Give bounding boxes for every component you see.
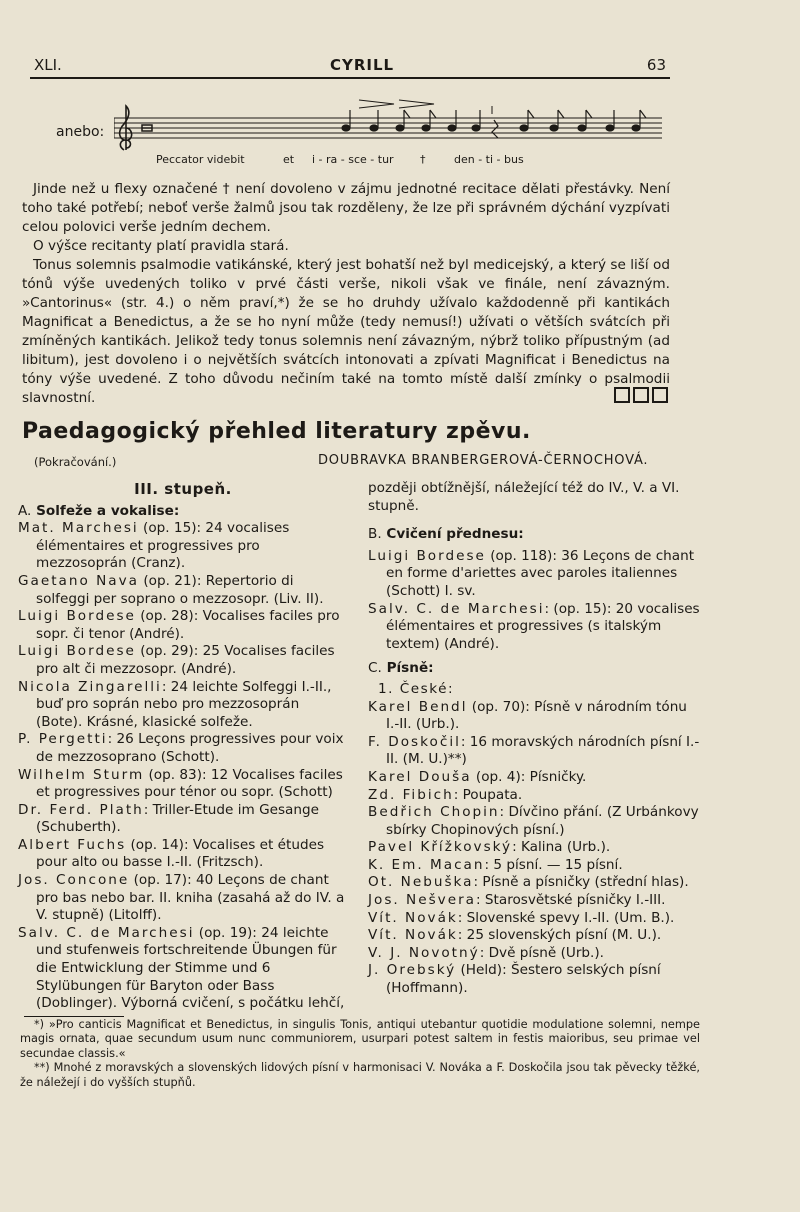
bibliography-entry [18,520,348,573]
composer-name: Jos. Concone [18,872,130,889]
bibliography-entry [368,839,700,857]
footnote-rule [24,1016,124,1017]
composer-name: Luigi Bordese [18,608,136,625]
bibliography-entry [368,910,700,928]
composer-name: Karel Douša [368,768,472,785]
work-details: : Starosvětské písničky I.-III. [476,892,666,909]
bibliography-entry [368,945,700,963]
right-column [368,480,700,998]
composer-name: Vít. Novák [368,909,458,926]
work-details: (op. 21): Repertorio di solfeggi per soprano o mezzosopr. (Liv. II). [36,572,324,607]
work-details: (op. 14): Vocalises et études pour alto ou basse I.-II. (Fritzsch). [36,836,325,871]
composer-name: Jos. Nešvera [368,892,476,909]
composer-name: Albert Fuchs [18,836,127,853]
entry-list [368,548,700,654]
work-details: (op. 17): 40 Leçons de chant pro bas nebo bar. II. kniha (zasahá až do IV. a V. stupně) (Litolff). [36,872,345,924]
lyric: den - ti - bus [454,153,524,166]
bibliography-entry [368,734,700,769]
work-details: : Triller-Etude im Gesange (Schuberth). [36,801,319,836]
work-details: : 16 moravských národních písní I.-II. (M. U.)**) [386,733,700,768]
paragraph: Jinde než u flexy označené † není dovoleno v zájmu jednotné recitace dělati přestávky. Není toho také potřebí; neboť verše žalmů jsou tak rozděleny, že lze při správném dýchání vyzpívati celou polovici verše jedním dechem. [22,181,670,235]
footnotes [20,1018,700,1090]
work-details: (op. 28): Vocalises faciles pro sopr. či tenor (André). [36,608,340,642]
bibliography-entry [368,892,700,910]
bibliography-entry [18,679,348,732]
composer-name: P. Pergetti [18,731,108,748]
composer-name: Vít. Novák [368,927,458,944]
continued-text: později obtížnější, náležející též do IV., V. a VI. stupně. [368,480,680,514]
journal-title: CYRILL [330,56,395,74]
bibliography-entry [18,767,348,802]
bibliography-entry [368,699,700,734]
bibliography-entry [368,601,700,654]
composer-name: Dr. Ferd. Plath [18,801,144,818]
work-details: : Písně a písničky (střední hlas). [473,874,689,891]
footnote: **) Mnohé z moravských a slovenských lidových písní v harmonisaci V. Nováka a F. Doskočila jsou tak pěvecky těžké, že náležejí i do vyšších stupňů. [20,1061,700,1089]
footnote: *) »Pro canticis Magnificat et Benedictus, in singulis Tonis, antiqui utebantur quotidie modulatione solemni, nempe magis ornata, quae secundum usum nunc communiorem, usurpari potest saltem in festis maioribus, seu primae vel secundae classis.« [20,1018,700,1060]
work-details: : 5 písní. — 15 písní. [484,856,623,873]
page-number: 63 [646,56,666,74]
composer-name: Wilhelm Sturm [18,766,145,783]
section-heading-a: A. Solfeže a vokalise: [18,502,180,519]
section-divider-ornament [614,387,671,403]
work-details: : 24 leichte Solfeggi I.-II., buď pro soprán nebo pro mezzosoprán (Bote). Krásné, klasické solfeže. [36,678,332,730]
subsection-heading: 1. České: [378,680,455,697]
lyric: et [283,153,295,166]
bibliography-entry [368,548,700,601]
bibliography-entry [18,872,348,925]
work-details: : (op. 15): 20 vocalises élémentaires et progressives (s italským textem) (André). [386,600,700,652]
grade-heading: III. stupeň. [134,480,232,498]
composer-name: Mat. Marchesi [18,520,139,537]
bibliography-entry [368,874,700,892]
composer-name: Zd. Fibich [368,786,454,803]
bibliography-entry [18,925,348,1013]
music-staff [114,98,674,158]
bibliography-entry [368,804,700,839]
bibliography-entry [368,962,700,997]
work-details: (op. 4): Písničky. [471,768,587,785]
bibliography-entry [18,643,348,678]
section-heading-c: C. Písně: [368,660,434,677]
bibliography-entry [18,837,348,872]
lyric: i - ra - sce - tur [312,153,394,166]
composer-name: Luigi Bordese [368,547,486,564]
entry-list [368,699,700,998]
header-rule [30,77,670,79]
intro-text [22,180,670,408]
composer-name: Nicola Zingarelli [18,678,162,695]
music-example [56,98,656,170]
bibliography-entry [368,769,700,787]
bibliography-entry [18,802,348,837]
work-details: : 25 slovenských písní (M. U.). [457,927,662,944]
work-details: : Slovenské spevy I.-II. (Um. B.). [457,909,675,926]
lyric: † [420,153,426,166]
chapter-number: XLI. [34,56,62,74]
work-details: (op. 118): 36 Leçons de chant en forme d'ariettes avec paroles italiennes (Schott) I. sv. [386,547,695,599]
composer-name: Gaetano Nava [18,572,140,589]
bibliography-entry [368,787,700,805]
music-label: anebo: [56,124,105,140]
composer-name: Karel Bendl [368,698,468,715]
paragraph: O výšce recitanty platí pravidla stará. [33,238,289,254]
composer-name: Pavel Křížkovský [368,839,513,856]
work-details: : Kalina (Urb.). [512,839,611,856]
work-details: (op. 15): 24 vocalises élémentaires et progressives pro mezzosoprán (Cranz). [36,520,290,572]
left-column [18,480,348,1013]
composer-name: F. Doskočil [368,733,461,750]
composer-name: J. Orebský [368,962,457,979]
entry-list [18,520,348,1013]
composer-name: Salv. C. de Marchesi [368,600,545,617]
composer-name: Ot. Nebuška [368,874,474,891]
article-author: DOUBRAVKA BRANBERGEROVÁ-ČERNOCHOVÁ. [318,453,649,468]
work-details: (op. 70): Písně v národním tónu I.-II. (Urb.). [386,698,687,733]
work-details: : 26 Leçons progressives pour voix de mezzosoprano (Schott). [36,731,344,765]
bibliography-entry [18,731,348,766]
work-details: : Dívčino přání. (Z Urbánkovy sbírky Chopinových písní.) [386,804,699,838]
composer-name: Luigi Bordese [18,643,136,660]
bibliography-entry [18,608,348,643]
paragraph: Tonus solemnis psalmodie vatikánské, který jest bohatší než byl medicejský, a který se liší od tónů výše uvedených toliko v prvé části verše, nikoli však ve finále, není závazným. »Cantorinus« (str. 4.) o něm praví,*) že se ho druhdy užívalo každodenně při kantikách Magnificat a Benedictus, a že se ho nyní může (tedy nemusí!) užívati o větších svátcích při zmíněných kantikách. Jelikož tedy tonus solemnis není závazným, nýbrž toliko přípustným (ad libitum), jest dovoleno i o největších svátcích intonovati a zpívati Magnificat i Benedictus na tóny výše uvedené. Z toho důvodu nečiním také na tomto místě další zmínky o psalmodii slavnostní. [22,257,670,406]
composer-name: Bedřich Chopin [368,804,500,821]
work-details: (op. 19): 24 leichte und stufenweis fortschreitende Übungen für die Entwicklung der Stimme und 6 Stylübungen für Baryton oder Bass (Doblinger). Výborná cvičení, s počátku lehčí, [36,924,345,1012]
work-details: (op. 83): 12 Vocalises faciles et progressives pour ténor ou sopr. (Schott) [36,766,343,801]
work-details: : Dvě písně (Urb.). [479,944,604,961]
work-details: (Held): Šestero selských písní (Hoffmann). [386,962,661,997]
composer-name: Salv. C. de Marchesi [18,924,195,941]
article-title: Paedagogický přehled literatury zpěvu. [22,419,531,444]
bibliography-entry [18,573,348,608]
bibliography-entry [368,857,700,875]
composer-name: K. Em. Macan [368,856,485,873]
work-details: : Poupata. [453,786,523,803]
composer-name: V. J. Novotný [368,944,480,961]
lyric: Peccator videbit [156,153,245,166]
section-heading-b: B. Cvičení přednesu: [368,526,524,543]
work-details: (op. 29): 25 Vocalises faciles pro alt či mezzosopr. (André). [36,643,335,677]
bibliography-entry [368,927,700,945]
continued-note: (Pokračování.) [34,455,117,469]
